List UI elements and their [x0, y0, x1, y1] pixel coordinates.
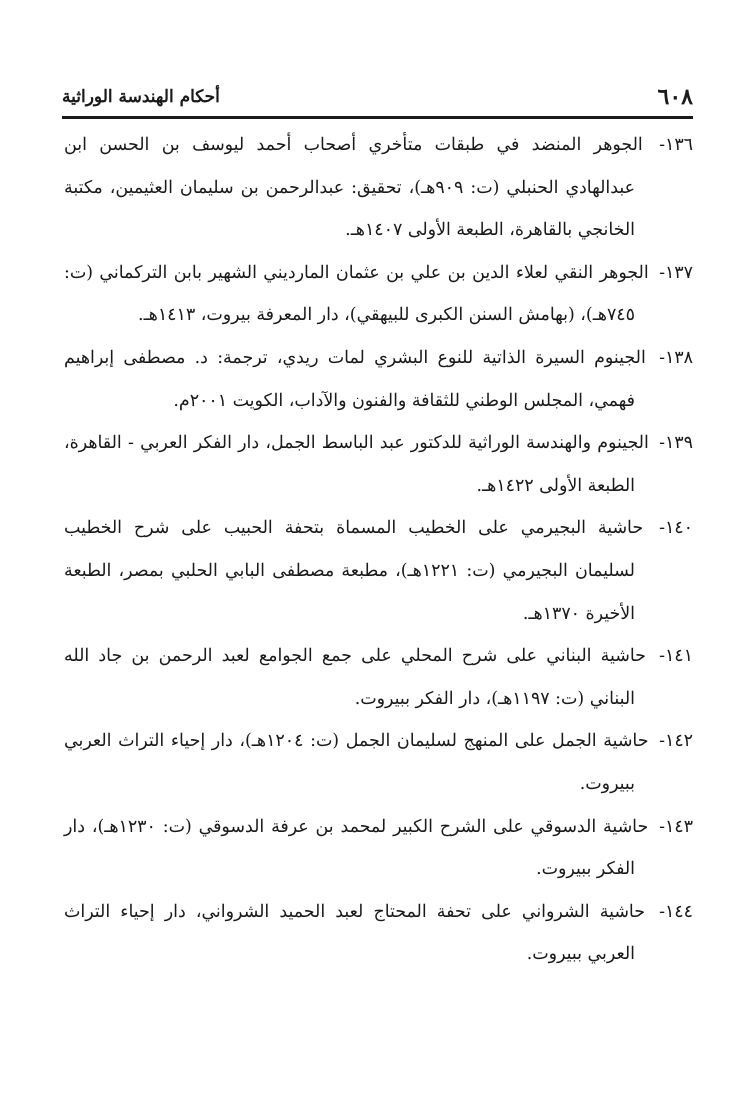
- bibliography-entry: [64, 124, 693, 252]
- page-header: [62, 78, 693, 119]
- bibliography-entry: [64, 422, 693, 507]
- entry-text: حاشية البناني على شرح المحلي على جمع الجوامع لعبد الرحمن بن جاد الله البناني (ت: ١١٩٧هـ)، دار الفكر ببيروت.: [64, 646, 646, 709]
- bibliography-list: [64, 124, 693, 976]
- bibliography-entry: [64, 635, 693, 720]
- entry-text: حاشية الشرواني على تحفة المحتاج لعبد الحميد الشرواني، دار إحياء التراث العربي ببيروت.: [64, 901, 645, 965]
- bibliography-entry: [64, 720, 693, 805]
- entry-number: ١٣٦-: [659, 135, 694, 155]
- entry-text: الجينوم والهندسة الوراثية للدكتور عبد الباسط الجمل، دار الفكر العربي - القاهرة، الطبعة الأولى ١٤٢٢هـ.: [64, 433, 649, 496]
- bibliography-entry: [64, 806, 693, 891]
- bibliography-entry: [64, 337, 693, 422]
- entry-text: حاشية الدسوقي على الشرح الكبير لمحمد بن عرفة الدسوقي (ت: ١٢٣٠هـ)، دار الفكر ببيروت.: [64, 816, 649, 880]
- page-number: ٦٠٨: [657, 84, 693, 110]
- entry-number: ١٤٢-: [659, 731, 694, 752]
- bibliography-entry: [64, 891, 693, 976]
- entry-text: الجينوم السيرة الذاتية للنوع البشري لمات ريدي، ترجمة: د. مصطفى إبراهيم فهمي، المجلس الوطني للثقافة والفنون والآداب، الكويت ٢٠٠١م.: [64, 347, 646, 411]
- bibliography-entry: [64, 252, 693, 337]
- bibliography-entry: [64, 507, 693, 635]
- entry-number: ١٤٤-: [659, 901, 693, 922]
- entry-number: ١٣٩-: [659, 433, 693, 454]
- entry-text: الجوهر النقي لعلاء الدين بن علي بن عثمان المارديني الشهير بابن التركماني (ت: ٧٤٥هـ)، (بهامش السنن الكبرى للبيهقي)، دار المعرفة بيروت، ١٤١٣هـ.: [64, 262, 649, 326]
- running-title: أحكام الهندسة الوراثية: [62, 87, 220, 107]
- entry-text: حاشية البجيرمي على الخطيب المسماة بتحفة الحبيب على شرح الخطيب لسليمان البجيرمي (ت: ١٢٢١هـ)، مطبعة مصطفى البابي الحلبي بمصر، الطبعة الأخيرة ١٣٧٠هـ.: [64, 518, 644, 624]
- entry-number: ١٣٨-: [659, 347, 693, 368]
- entry-number: ١٤٣-: [659, 816, 693, 837]
- entry-number: ١٤٠-: [659, 518, 693, 539]
- entry-text: حاشية الجمل على المنهج لسليمان الجمل (ت: ١٢٠٤هـ)، دار إحياء التراث العربي ببيروت.: [64, 731, 649, 794]
- entry-number: ١٣٧-: [659, 262, 693, 283]
- entry-number: ١٤١-: [659, 646, 693, 667]
- entry-text: الجوهر المنضد في طبقات متأخري أصحاب أحمد ليوسف بن الحسن ابن عبدالهادي الحنبلي (ت: ٩٠٩هـ)، تحقيق: عبدالرحمن بن سليمان العثيمين، مكتبة الخانجي بالقاهرة، الطبعة الأولى ١٤٠٧هـ.: [64, 135, 643, 241]
